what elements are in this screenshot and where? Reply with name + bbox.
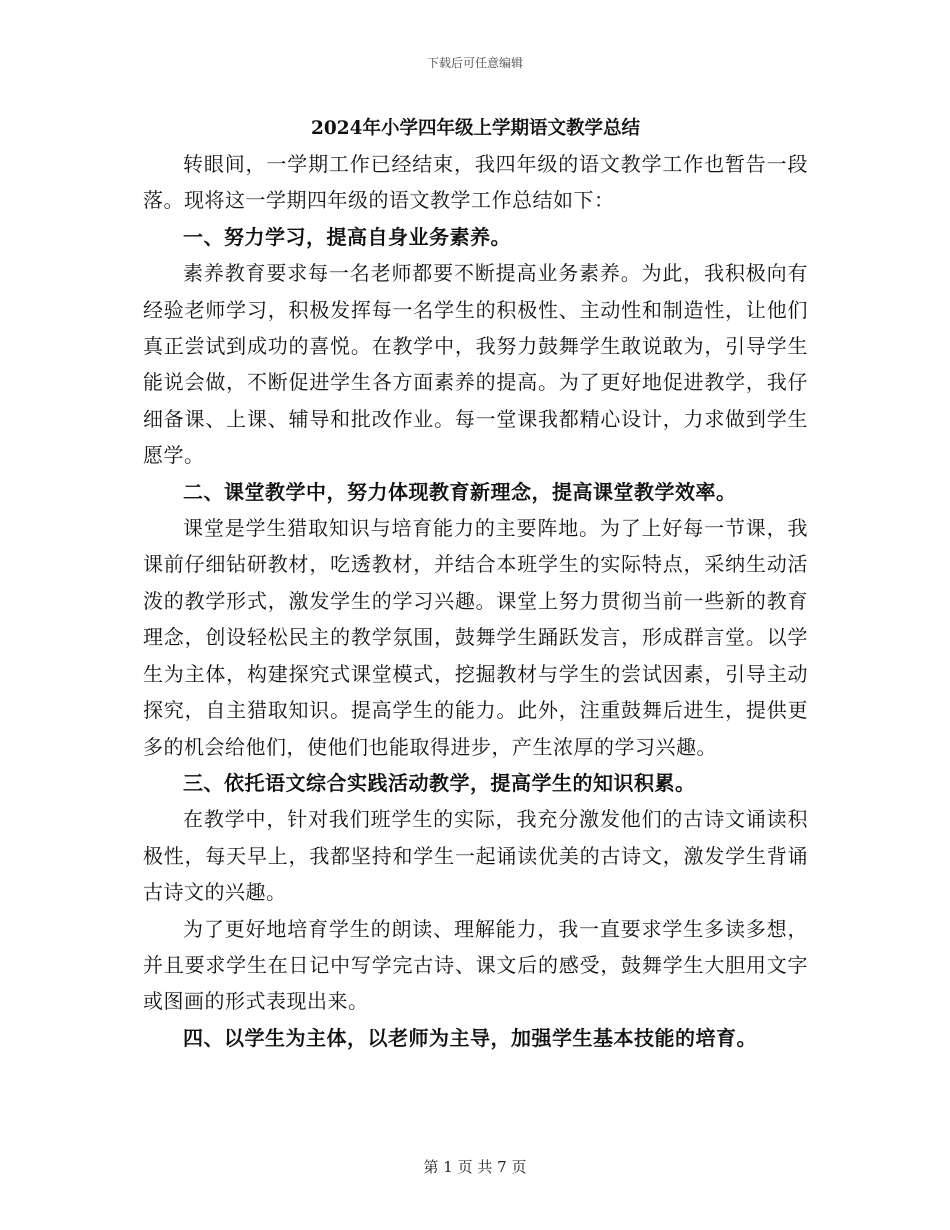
document-body	[143, 112, 808, 1056]
section-heading: 二、课堂教学中，努力体现教育新理念，提高课堂教学效率。	[183, 479, 737, 504]
section-heading: 三、依托语文综合实践活动教学，提高学生的知识积累。	[183, 770, 696, 795]
document-title: 2024年小学四年级上学期语文教学总结	[311, 118, 640, 139]
section-paragraph: 课堂是学生猎取知识与培育能力的主要阵地。为了上好每一节课，我课前仔细钻研教材，吃透教材，并结合本班学生的实际特点，采纳生动活泼的教学形式，激发学生的学习兴趣。课堂上努力贯彻当前一些新的教育理念，创设轻松民主的教学氛围，鼓舞学生踊跃发言，形成群言堂。以学生为主体，构建探究式课堂模式，挖掘教材与学生的尝试因素，引导主动探究，自主猎取知识。提高学生的能力。此外，注重鼓舞后进生，提供更多的机会给他们，使他们也能取得进步，产生浓厚的学习兴趣。	[143, 516, 808, 759]
section-paragraph: 素养教育要求每一名老师都要不断提高业务素养。为此，我积极向有经验老师学习，积极发挥每一名学生的积极性、主动性和制造性，让他们真正尝试到成功的喜悦。在教学中，我努力鼓舞学生敢说敢为，引导学生能说会做，不断促进学生各方面素养的提高。为了更好地促进教学，我仔细备课、上课、辅导和批改作业。每一堂课我都精心设计，力求做到学生愿学。	[143, 261, 808, 468]
header-note: 下载后可任意编辑	[426, 56, 523, 70]
section-paragraph: 为了更好地培育学生的朗读、理解能力，我一直要求学生多读多想，并且要求学生在日记中写学完古诗、课文后的感受，鼓舞学生大胆用文字或图画的形式表现出来。	[143, 916, 808, 1014]
section-paragraph: 在教学中，针对我们班学生的实际，我充分激发他们的古诗文诵读积极性，每天早上，我都坚持和学生一起诵读优美的古诗文，激发学生背诵古诗文的兴趣。	[143, 807, 808, 905]
section-heading: 四、以学生为主体，以老师为主导，加强学生基本技能的培育。	[183, 1025, 757, 1050]
page-number-footer: 第 1 页 共 7 页	[423, 1158, 527, 1176]
intro-paragraph: 转眼间，一学期工作已经结束，我四年级的语文教学工作也暂告一段落。现将这一学期四年级的语文教学工作总结如下：	[143, 152, 808, 213]
section-heading: 一、努力学习，提高自身业务素养。	[183, 224, 511, 249]
